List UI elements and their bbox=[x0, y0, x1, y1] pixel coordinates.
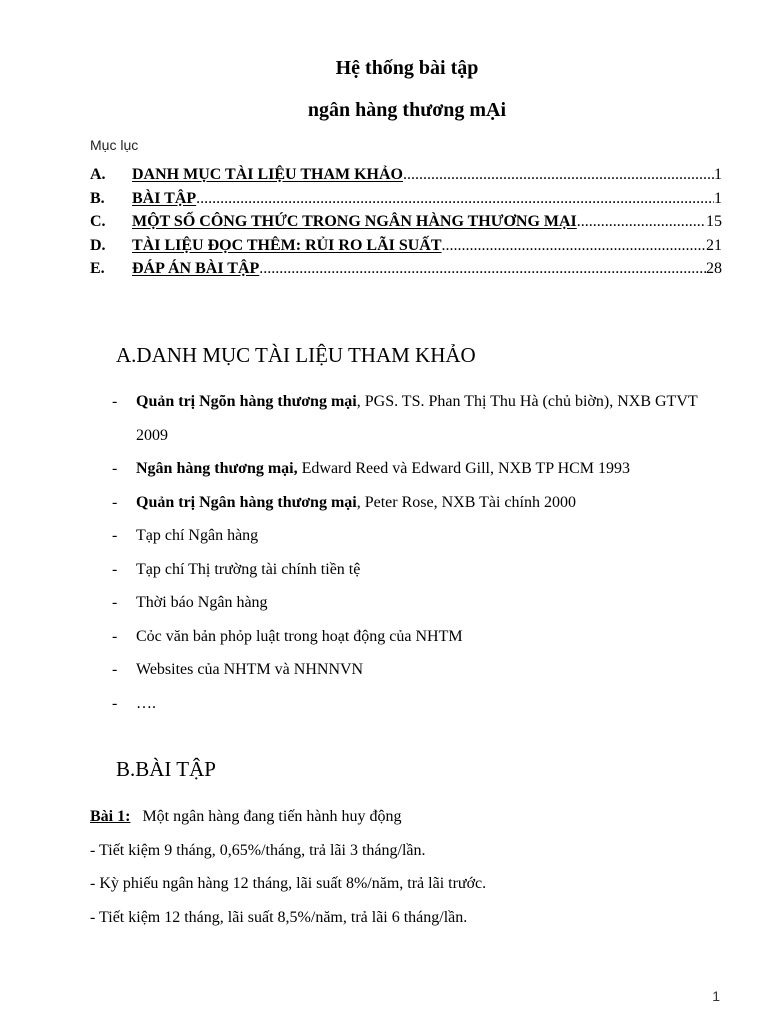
exercise-intro-line bbox=[90, 800, 730, 834]
reference-details: …. bbox=[136, 694, 156, 712]
reference-item bbox=[112, 687, 732, 721]
reference-details: , PGS. TS. Phan Thị Thu Hà (chủ biờn), NXB GTVT 2009 bbox=[136, 393, 698, 444]
exercise-line: - Kỳ phiếu ngân hàng 12 tháng, lãi suất 8%/năm, trả lãi trước. bbox=[90, 875, 487, 892]
list-dash: - bbox=[112, 460, 118, 477]
toc-entry-letter: D. bbox=[90, 236, 106, 254]
toc-entry-d[interactable] bbox=[90, 234, 722, 258]
toc-entry-page: 21 bbox=[706, 236, 722, 254]
list-dash: - bbox=[112, 627, 118, 645]
reference-details: Websites của NHTM và NHNNVN bbox=[136, 661, 364, 678]
document-title-line-2: ngân hàng thương mẠi bbox=[307, 99, 507, 121]
reference-item bbox=[112, 486, 732, 520]
list-dash: - bbox=[112, 661, 118, 678]
toc-entry-title[interactable]: BÀI TẬP bbox=[132, 189, 197, 207]
toc-entry-page: 28 bbox=[706, 260, 722, 277]
reference-item bbox=[112, 452, 732, 486]
toc-entry-a[interactable] bbox=[90, 163, 722, 187]
reference-item bbox=[112, 553, 732, 587]
reference-details: Thời báo Ngân hàng bbox=[136, 594, 268, 611]
reference-details: Edward Reed và Edward Gill, NXB TP HCM 1993 bbox=[297, 460, 631, 477]
reference-title: Quản trị Ngân hàng thương mại bbox=[136, 493, 357, 511]
table-of-contents bbox=[90, 163, 722, 281]
document-title-line-1: Hệ thống bài tập bbox=[335, 57, 479, 79]
reference-item bbox=[112, 385, 732, 452]
page-number: 1 bbox=[712, 988, 720, 1004]
toc-entry-letter: E. bbox=[90, 260, 105, 277]
reference-item bbox=[112, 653, 732, 687]
toc-entry-title[interactable]: ĐÁP ÁN BÀI TẬP bbox=[132, 260, 260, 277]
list-dash: - bbox=[112, 527, 118, 544]
list-dash: - bbox=[112, 493, 118, 511]
exercise-label: Bài 1: bbox=[90, 808, 131, 825]
reference-details: Cỏc văn bản phỏp luật trong hoạt động của NHTM bbox=[136, 627, 463, 645]
toc-entry-e[interactable] bbox=[90, 257, 722, 281]
reference-item bbox=[112, 519, 732, 553]
toc-entry-letter: C. bbox=[90, 213, 106, 230]
section-a-heading: A.DANH MỤC TÀI LIỆU THAM KHẢO bbox=[116, 343, 476, 367]
reference-list bbox=[112, 385, 732, 720]
toc-dot-leader bbox=[403, 163, 714, 186]
toc-entry-page: 15 bbox=[706, 213, 722, 230]
exercise-line: - Tiết kiệm 12 tháng, lãi suất 8,5%/năm, trả lãi 6 tháng/lần. bbox=[90, 908, 468, 926]
section-b-heading: B.BÀI TẬP bbox=[116, 757, 216, 781]
toc-dot-leader bbox=[259, 257, 706, 280]
toc-dot-leader bbox=[577, 210, 706, 233]
list-dash: - bbox=[112, 594, 118, 611]
reference-details: , Peter Rose, NXB Tài chính 2000 bbox=[356, 493, 576, 511]
toc-entry-letter: A. bbox=[90, 166, 106, 183]
reference-item bbox=[112, 620, 732, 654]
exercise-intro: Một ngân hàng đang tiến hành huy động bbox=[142, 808, 402, 825]
toc-entry-c[interactable] bbox=[90, 210, 722, 234]
reference-details: Tạp chí Ngân hàng bbox=[136, 527, 259, 544]
toc-entry-page: 1 bbox=[714, 166, 722, 183]
reference-title: Quản trị Ngõn hàng thương mại bbox=[136, 393, 357, 410]
toc-entry-page: 1 bbox=[714, 189, 722, 207]
toc-entry-letter: B. bbox=[90, 189, 105, 207]
exercise-line: - Tiết kiệm 9 tháng, 0,65%/tháng, trả lãi 3 tháng/lần. bbox=[90, 841, 426, 859]
toc-dot-leader bbox=[196, 187, 714, 210]
exercise-1 bbox=[90, 800, 730, 934]
toc-entry-title[interactable]: DANH MỤC TÀI LIỆU THAM KHẢO bbox=[132, 166, 403, 183]
toc-dot-leader bbox=[442, 234, 706, 257]
reference-title: Ngân hàng thương mại, bbox=[136, 460, 298, 477]
reference-item bbox=[112, 586, 732, 620]
toc-heading: Mục lục bbox=[90, 137, 139, 153]
list-dash: - bbox=[112, 393, 118, 410]
toc-entry-title[interactable]: MỘT SỐ CÔNG THỨC TRONG NGÂN HÀNG THƯƠNG MẠI bbox=[132, 213, 577, 230]
list-dash: - bbox=[112, 560, 118, 578]
list-dash: - bbox=[112, 694, 118, 712]
reference-details: Tạp chí Thị trường tài chính tiền tệ bbox=[136, 560, 361, 578]
toc-entry-b[interactable] bbox=[90, 187, 722, 211]
toc-entry-title[interactable]: TÀI LIỆU ĐỌC THÊM: RỦI RO LÃI SUẤT bbox=[132, 236, 442, 254]
